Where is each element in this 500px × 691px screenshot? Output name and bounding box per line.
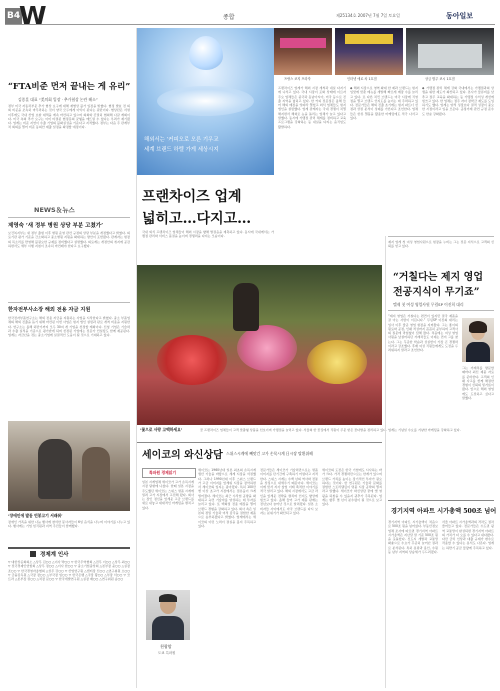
- economy-box-rule: [8, 547, 130, 549]
- right-feature-subhead: 엘제 첫 여성 영업사원 무림SP 이진희 대리: [393, 302, 464, 307]
- right-feature-lead: 제지 업계 첫 여성 영업사원으로 현장을 누비는 그는 전문 지식으로 고객의 신뢰를 얻고 있다.: [388, 240, 494, 249]
- bottom-right-title: 경기지역 아파트 시가총액 500조 넘어: [391, 508, 497, 515]
- bottom-feature-title: 세이코의 와신상담: [142, 450, 223, 461]
- feature-photo-tagline-1: 해외서는 ‘커피오로 오른 기우교: [144, 137, 219, 143]
- article2-body: 보건복지부는 새 정부 출범 이후 병원 운영 관련 규정의 상당 부분을 개정했다고 밝혔다. 의료기관 평가 기준을 간소화하고 중소병원 지원을 확대하는 방안이 포함됐다. 관계자는 현장의 목소리를 반영해 불필요한 규제를 정비했다고 설명했다. 의료계는 개정안의 취지에 공감하면서도 세부 시행 지침이 조속히 마련돼야 한다고 요구했다.: [8, 231, 130, 248]
- thumb-caption-2: 인터넷 애로 차 1호점: [347, 77, 377, 81]
- article3-title: 한자전부사소장 해외 전용 자금 지원: [8, 307, 91, 313]
- news-rule: [8, 217, 130, 218]
- author-name: 천광암: [160, 644, 172, 649]
- feature-lead-text: 국내 외식 프랜차이즈 업체들이 해외 시장을 향해 발걸음을 재촉하고 있다. 동시에 국내에서는 가맹점 관리와 서비스 품질을 높이며 경쟁력을 다지는 모습이다.: [142, 230, 274, 239]
- left-photo-figure: [38, 439, 72, 499]
- issue-line: 제25134호 2007년 7월 7일 토요일: [336, 13, 400, 18]
- paper-name: 동아일보: [446, 11, 474, 20]
- left-photo-caption: ‘장애인에 발돋 빈봉고기 서래줘’: [8, 513, 63, 518]
- flower-photo-caption-body: 꽃 프랜차이즈 업체들이 고객 맞춤형 상품을 선보이며 가맹점을 늘리고 있다. 서울의 한 꽃집에서 직원이 주문 받은 꽃다발을 정리하고 있다. 업계는 기념일 수요를 겨냥한 마케팅을 강화하고 있다.: [200, 428, 461, 432]
- thumb-photo-2: [335, 28, 403, 75]
- feature-body-col-2: ◆ 해외 시장으로 영역 확대 한 제과 브랜드는 현지 입맛에 맞춘 메뉴를 개발해 빠르게 매장 수를 늘리고 있다. 또 다른 치킨 브랜드는 미국 시장에 직영점을 열고 브랜드 인지도를 높이는 데 주력하고 있다. 전문가들은 해외 진출 초기에는 현지 파트너 선정과 상권 분석이 성패를 가른다고 조언한다. 업체들은 한류 열풍을 활용한 마케팅에도 적극 나서고 있다.: [350, 86, 418, 121]
- feature-photo-tagline-2: 세계 브랜드 하렐 가게 세상시지: [144, 147, 219, 153]
- bottom-feature-col-3: 전문가들은 세이코가 기술력만으로는 명품 이미지를 단기간에 구축하기 어렵다고 지적한다. 스위스 시계는 수백 년의 역사와 전통을 상징으로 내세우기 때문이다. 세이코는 이에 맞서 자사 창업 이래 축적한 이야기를 적극 알리고 있다. 해외 시장에서도 고급 라인을 앞세운 전략을 펼치며 인지도 향상에 힘쓰고 있다. 올해 들어 고가 제품 판매는 전년보다 늘어난 것으로 알려졌다. 일본 소비자들 사이에서도 자국 브랜드를 다시 보자는 분위기가 확산되고 있다.: [260, 468, 318, 515]
- right-quote-line-2: 전공지식이 무기죠”: [393, 287, 480, 298]
- portrait-hair: [469, 321, 487, 333]
- flower-shop-person: [233, 283, 259, 331]
- right-column-divider: [385, 236, 386, 688]
- feature-headline-line-1: 프랜차이즈 업계: [142, 189, 242, 205]
- right-feature-body-2: 그는 거래처를 방문할 때마다 최신 제품 자료를 준비한다. 고객의 인쇄 사고를 함께 해결한 경험이 신뢰의 밑거름이 됐다. 앞으로 해외 영업에도 도전하고 싶다고 말했다.: [462, 366, 494, 401]
- right-quote-line-1: “거칠다는 제지 영업: [393, 272, 483, 283]
- author-hair: [159, 594, 177, 602]
- masthead-rule: [5, 24, 495, 25]
- flower-bunch-red: [157, 335, 227, 385]
- thumb-2-sign: [345, 34, 393, 44]
- feature-body-col-3: ◆ 가맹점 관리 체계 강화 국내에서는 가맹점과의 상생을 위한 제도가 확산되고 있다. 본사가 물류비를 낮추고 점주 교육을 확대하는 등 가맹점 수익성 개선에 힘쓰고 있다. 한 업체는 점주 자녀 장학금 제도를 도입하기도 했다. 업계는 양적 성장보다 질적 성장이 중요한 시점이라고 입을 모은다. 공정거래 관련 규정 준수도 한층 강화됐다.: [422, 86, 494, 116]
- economy-box-title: 경제계 인사: [40, 552, 69, 558]
- bottom-right-col-2: 서울 아파트 시가총액과의 격차도 점차 줄어들고 있다. 전문가들은 수도권 광역 교통망이 완성되면 경기지역 아파트의 가치가 더 오를 수 있다고 내다봤다. 다만 금리 인상과 대출 규제가 변수로 작용할 수 있다는 분석도 나온다. 업계는 하반기 공급 물량에 주목하고 있다.: [442, 520, 494, 550]
- ice-drop-graphic: [189, 36, 223, 70]
- feature-body-col-1: 프랜차이즈 업계가 해외 시장 개척과 내실 다지기에 나서고 있다. 국내 시장이 포화 상태에 이르자 주요 업체들은 중국과 동남아시아, 미국 등으로 진출 지역을 넓히고 있다. 한 커피 전문점은 올해 들어 해외 매장을 잇따라 열었고 외식 업체들도 현지 법인을 설립했다. 업계 관계자는 국내 경쟁이 치열해지면서 해외로 눈을 돌리는 업체가 늘고 있다고 말했다. 동시에 가맹점 관리 체계를 정비하고 교육 프로그램을 강화하는 등 내실을 다지는 움직임도 활발하다.: [278, 86, 346, 129]
- article2-rule: [8, 302, 130, 303]
- flower-bunch-yellow: [307, 340, 367, 384]
- section-label: 종합: [223, 14, 235, 21]
- masthead: [0, 0, 500, 28]
- thumb-photo-3: [406, 28, 494, 75]
- page-number: B4: [7, 11, 21, 21]
- article1-body: 정부 미국 자동차부문 추가 협상 요구에 대해 재협상 불가 입장을 밝혔다. 협정 발효 전 의회 비준을 조속히 마무리하는 것이 양국 모두에게 이익이 된다는 판단이다. 협상단은 서명 이후에도 국내 산업 보완 대책을 계속 마련하고 있으며 의회와 긴밀히 협의해 나갈 계획이다. 미국 측의 추가 요구는 이미 타결된 협정문의 균형을 깨뜨릴 수 있다는 우려가 제기됐다. 업계는 비준 지연이 수출 기업의 불확실성을 키운다고 지적했다. 정부는 다음 주 관계부처 회의를 열어 비준 동의안 제출 일정을 확정할 예정이다.: [8, 104, 130, 130]
- bottom-feature-col-4: 세이코의 도전은 한국 기업에도 시사하는 바가 크다. 가격 경쟁력만으로는 한계가 있으며 브랜드 가치를 높이는 장기적인 투자가 필요하다는 것이다. 한 연구원은 기술과 문화를 결합한 스토리텔링이 명품 시장 공략의 열쇠라고 말했다. 세이코가 와신상담 끝에 옛 영광을 되찾을 수 있을지 귀추가 주목된다. 업계는 향후 몇 년이 분수령이 될 것으로 보고 있다.: [322, 468, 382, 507]
- flower-bunch-pink: [237, 325, 297, 371]
- article2-title: 제영숙 ‘새 정부 병원 상당 부분 고쳤가’: [8, 223, 104, 229]
- article3-body: 한국전자부품연구소는 해외 전용 자금을 지원하는 사업을 시작한다고 밝혔다. 중소 부품업체의 해외 진출을 돕기 위해 마련된 이번 사업은 현지 법인 설립과 판로 개척 비용을 지원한다. 연구소는 올해 하반기까지 모두 30여 개 기업을 선정할 계획이다. 신청 기업은 기술력과 수출 실적을 기준으로 평가받게 되며 선정된 기업에는 전문가 컨설팅도 함께 제공된다. 업계는 자금난을 겪는 중소기업에 실질적인 도움이 될 것으로 기대하고 있다.: [8, 316, 130, 338]
- bottom-right-col-1: 경기지역 아파트 시가총액이 처음으로 500조 원을 넘어섰다. 부동산정보업체 조사에 따르면 경기지역 아파트 시가총액은 지난달 말 기준 500조 원을 웃돌았다. 신도시 개발과 교통망 확충으로 수요가 꾸준히 늘어난 결과로 분석된다. 특히 분당과 용인, 수원 등 남부 지역의 상승세가 두드러졌다.: [388, 520, 438, 555]
- right-feature-sub-rule: [388, 310, 494, 311]
- bottom-feature-col-1: 일본 시계업체 세이코가 고가 손목시계 시장 탈환에 나섰다. 한때 일본 시장을 주도했던 세이코는 스위스 명품 시계에 밀려 고가 시장에서 고전해 왔다. 회사는 장인 정신을 앞세운 고급 브랜드를 새로 내놓고 대대적인 마케팅을 펼치고 있다.: [142, 480, 194, 510]
- news-logo: NEWS＆뉴스: [34, 206, 75, 214]
- flower-photo-caption-title: ‘꽃으로 사랑 고백하세요’: [140, 427, 183, 432]
- author-body: [152, 616, 184, 640]
- bottom-feature-subtitle: 스위스시계에 빼앗긴 고가 손목시계 日시장 탈환위해: [226, 451, 313, 456]
- thumb-1-awning: [280, 38, 326, 48]
- portrait-body: [466, 342, 490, 362]
- bottom-feature-rule: [137, 442, 382, 443]
- bottom-feature-box-text: 특파원 경제읽기: [149, 470, 176, 475]
- economy-box-icon: [30, 551, 36, 557]
- portrait-photo: [462, 318, 494, 362]
- flower-shop-photo: [137, 265, 382, 425]
- ice-base-graphic: [157, 86, 254, 116]
- left-photo-figure: [82, 447, 110, 501]
- right-feature-body-1: “제지 영업은 거칠다는 편견이 있지만 결국 제품을 잘 아는 사람이 이깁니다.” 무림SP 이진희 대리는 입사 이후 줄곧 영업 현장을 지켜왔다. 그는 종이의 원료와 공정, 인쇄 적성까지 꼼꼼히 공부하며 고객사의 질문에 막힘없이 답해 왔다. 처음에는 여성 영업사원을 낯설어하던 거래처들도 이제는 먼저 그를 찾는다. 그는 꾸준한 학습과 성실함이 가장 큰 경쟁력이라고 강조했다. 후배 여성 직원들에게도 도전을 두려워하지 말라고 조언한다.: [388, 314, 458, 353]
- left-photo: [8, 421, 130, 511]
- thumb-caption-3: 상금 밤주 코시 1호점: [425, 77, 455, 81]
- author-title: 도쿄 특파원: [158, 651, 176, 655]
- thumb-photo-1: [274, 28, 332, 75]
- author-photo: [146, 590, 190, 640]
- article1-title: “FTA비준 먼저 끝내는 게 유리”: [8, 82, 131, 92]
- left-photo-caption-body: 장애인 가족을 위한 나눔 행사에 참석한 봉사자들이 6일 음식을 나누며 이야기를 나누고 있다. 행사에는 기업 임직원과 지역 주민들이 함께했다.: [8, 520, 130, 529]
- section-w-logo: W: [19, 1, 47, 30]
- feature-headline-line-2: 넓히고…다지고…: [142, 211, 252, 227]
- bottom-feature-col-2: 세이코는 1960년대 일본 최초의 손목시계 생산 기술을 바탕으로 세계 시장을 석권했다. 그러나 1990년대 이후 스위스 브랜드가 고급 이미지를 앞세워 시장을 장악하면서 세이코의 입지는 좁아졌다. 특히 100만 엔 이상 초고가 시장에서는 점유율이 크게 떨어졌다. 세이코는 최근 수작업 공방을 확대하고 숙련 기술자를 양성하는 데 투자를 늘리고 있다. 또 백화점 전용 매장을 열어 브랜드 경험을 강화하고 있다. 회사 측은 일본의 정밀 기술과 미적 감각을 결합한 제품으로 승부하겠다고 밝혔다. 업계에서는 세이코의 이런 노력이 결실을 볼지 주목하고 있다.: [198, 468, 256, 528]
- bottom-right-rule: [388, 500, 494, 501]
- economy-box-body: ▽ 대한상공회의소 △상무 김○○ △이사 박○○ ▽ 한국무역협회 △전무 이○○ △상무 최○○ ▽ 전국경제인연합회 △상무 정○○ △이사 한○○ ▽ 중소기업중앙회 △본부장 윤○○ △실장 조○○ ▽ 한국경영자총협회 △상무 강○○ ▽ 산업연구원 △센터장 신○○ △연구위원 오○○ ▽ 금융감독원 △국장 장○○ △부국장 임○○ ▽ 한국은행 △국장 황○○ △부장 서○○ ▽ 코트라 △본부장 권○○ △처장 문○○ ▽ 한국개발연구원 △실장 배○○ △연구위원 송○○: [8, 560, 130, 582]
- right-feature-top-rule: [388, 236, 494, 237]
- thumb-caption-1: 프랑스 코지 프라자: [284, 77, 311, 81]
- thumb-3-storefront: [418, 44, 482, 68]
- bottom-feature-box-label: [142, 468, 196, 478]
- article1-byline: 김종훈 대표 “美의회 입장 · 추가협상 논란 해소”: [18, 97, 98, 102]
